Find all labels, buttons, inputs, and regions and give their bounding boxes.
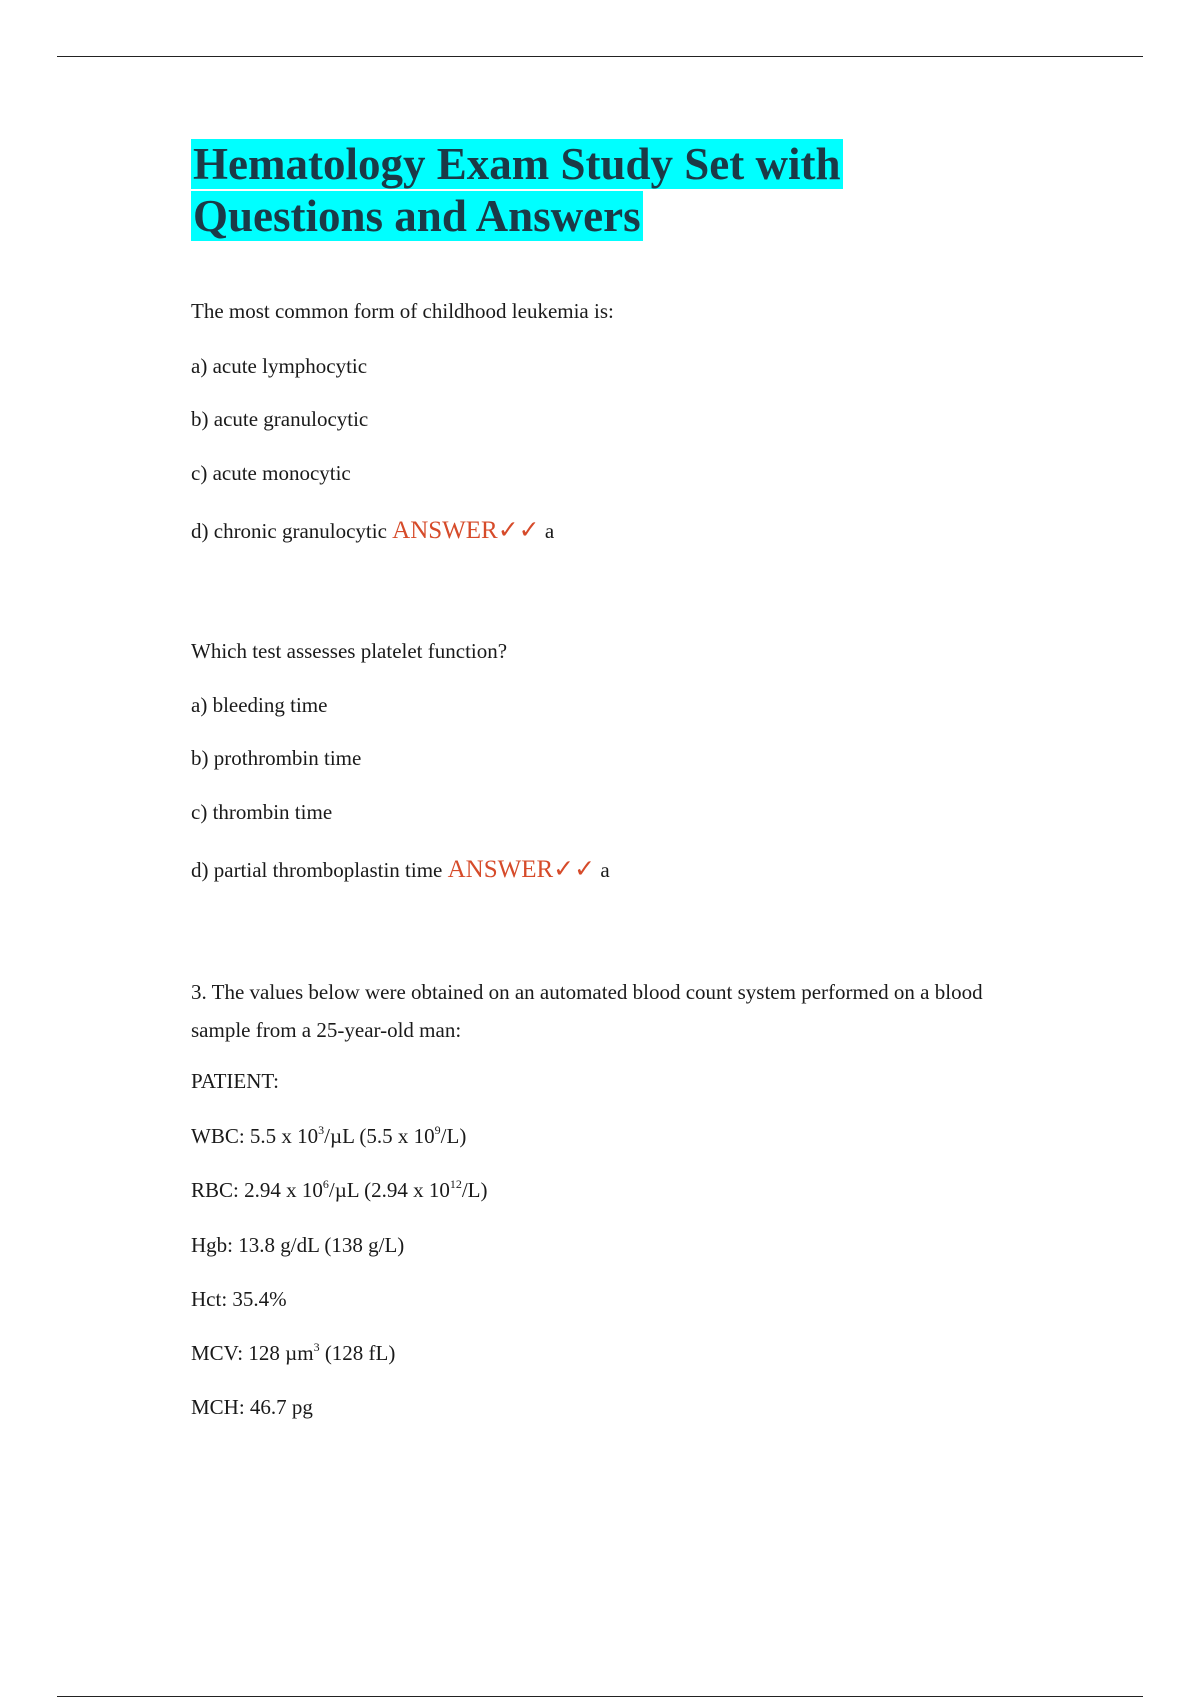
header-rule	[57, 56, 1143, 57]
wbc-value: WBC: 5.5 x $10^3/\mu L$ (5.5 x $10^9/L$)	[191, 1123, 467, 1148]
mch-value: MCH: 46.7 pg	[191, 1395, 313, 1419]
option-a: a) acute lymphocytic	[191, 354, 368, 378]
patient-label: PATIENT:	[191, 1069, 280, 1093]
option-d: d) partial thromboplastin time	[191, 858, 443, 882]
mcv-value: MCV: 128 µm$^3$ (128 fL)	[191, 1340, 396, 1365]
option-d-row	[191, 518, 554, 544]
answer-label: ANSWER✓✓	[392, 517, 540, 544]
option-b: b) acute granulocytic	[191, 407, 369, 431]
hct-value: Hct: 35.4%	[191, 1287, 287, 1311]
answer-label: ANSWER✓✓	[447, 856, 596, 883]
question-prompt: 3. The values below were obtained on an automated blood count system performed on a blood sample from a 25-year-old man:	[191, 980, 983, 1042]
document-body	[191, 138, 1021, 1419]
option-d-row	[191, 857, 610, 883]
question-prompt: The most common form of childhood leukemia is:	[191, 299, 614, 323]
option-d: d) chronic granulocytic	[191, 519, 387, 543]
option-c: c) acute monocytic	[191, 461, 351, 485]
option-c: c) thrombin time	[191, 800, 333, 824]
title-line-2: Questions and Answers	[193, 191, 641, 241]
answer-value: a	[544, 519, 555, 543]
document-title	[191, 138, 1021, 242]
hgb-value: Hgb: 13.8 g/dL (138 g/L)	[191, 1233, 405, 1257]
option-b: b) prothrombin time	[191, 746, 362, 770]
answer-value: a	[600, 858, 610, 882]
question-prompt: Which test assesses platelet function?	[191, 639, 508, 663]
footer-rule	[57, 1696, 1143, 1697]
rbc-value: RBC: 2.94 x $10^6/\mu L$ (2.94 x $10^{12}/L$)	[191, 1177, 488, 1202]
title-line-1: Hematology Exam Study Set with	[193, 139, 841, 189]
option-a: a) bleeding time	[191, 693, 328, 717]
